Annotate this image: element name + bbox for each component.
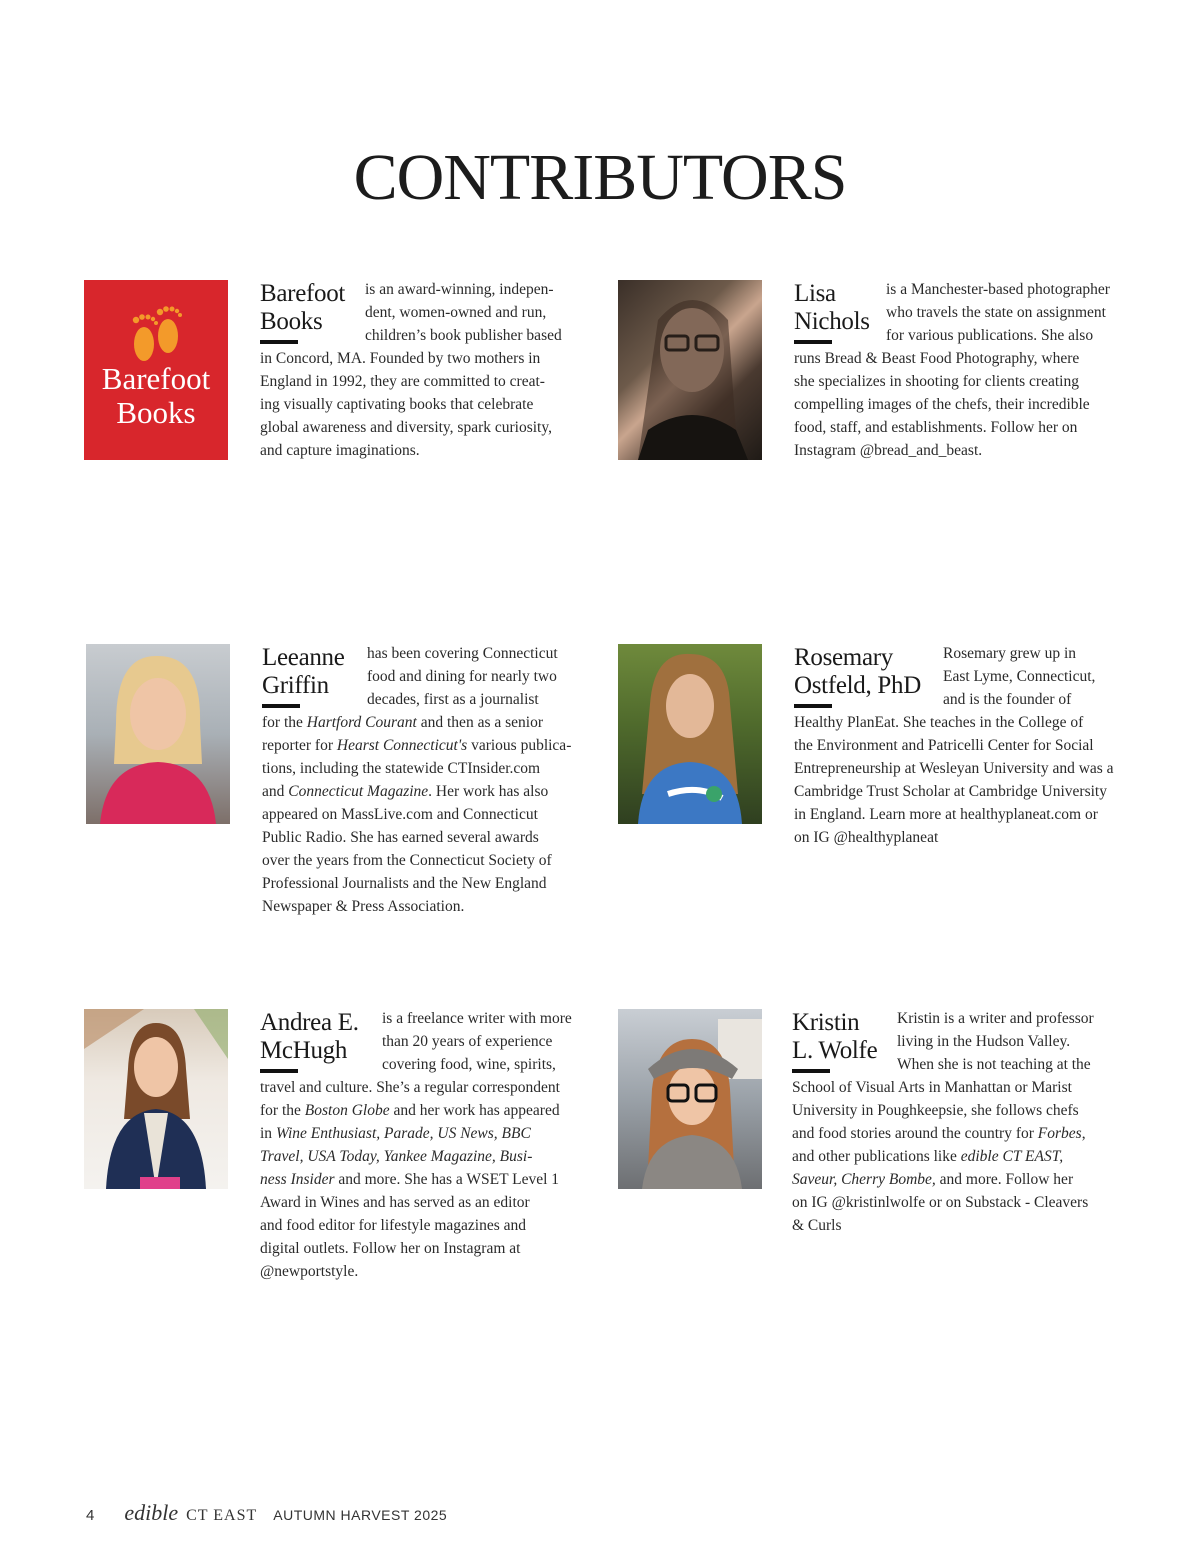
publication-title: Hearst Connecticut's [336, 737, 468, 754]
bio-line: Cambridge Trust Scholar at Cambridge University [794, 783, 1107, 800]
publication-title: edible CT EAST, [960, 1148, 1064, 1165]
bio-line: children’s book publisher based [365, 327, 562, 344]
bio-line: is a freelance writer with more [382, 1010, 572, 1027]
name-line: Books [260, 308, 323, 335]
bio-line: for various publications. She also [886, 327, 1094, 344]
bio-line: compelling images of the chefs, their incredible [794, 396, 1090, 413]
bio-line: School of Visual Arts in Manhattan or Marist [792, 1079, 1072, 1096]
bio-line: appeared on MassLive.com and Connecticut [262, 806, 538, 823]
bio-line: dent, women-owned and run, [365, 304, 547, 321]
publication-title: Wine Enthusiast, Parade, US News, BBC [275, 1125, 531, 1142]
bio-line: food and dining for nearly two [367, 668, 557, 685]
bio-line: and other publications like edible CT EAST, [792, 1148, 1064, 1165]
publication-title: Saveur, Cherry Bombe, [792, 1171, 936, 1188]
bio-line: and is the founder of [943, 691, 1072, 708]
contributor-bio [794, 642, 1114, 849]
contributor-card [618, 280, 1153, 600]
publication-title: Travel, USA Today, Yankee Magazine, Busi- [260, 1148, 533, 1165]
name-line: Lisa [794, 280, 836, 307]
bio-line: Award in Wines and has served as an editor [260, 1194, 530, 1211]
name-line: L. Wolfe [792, 1037, 878, 1064]
bio-line: the Environment and Patricelli Center for Social [794, 737, 1094, 754]
bio-line: is a Manchester-based photographer [886, 281, 1110, 298]
contributor-card [86, 644, 621, 964]
bio-line: Newspaper & Press Association. [262, 898, 465, 915]
portrait-icon [84, 1009, 228, 1189]
contributor-card [84, 1009, 619, 1329]
contributor-bio [260, 1007, 572, 1283]
contributor-bio [794, 278, 1110, 462]
publication-title: Boston Globe [304, 1102, 390, 1119]
portrait-photo [86, 644, 230, 824]
bio-line: @newportstyle. [260, 1263, 359, 1280]
bio-line: England in 1992, they are committed to creat- [260, 373, 545, 390]
bio-line: Instagram @bread_and_beast. [794, 442, 983, 459]
contributor-card [84, 280, 619, 600]
issue-label: AUTUMN HARVEST 2025 [273, 1507, 448, 1523]
publication-title: ness Insider [260, 1171, 335, 1188]
brand-region: CT EAST [186, 1507, 258, 1524]
portrait-icon [618, 1009, 762, 1189]
portrait-photo [84, 1009, 228, 1189]
bio-line: than 20 years of experience [382, 1033, 553, 1050]
bio-line: Public Radio. She has earned several awards [262, 829, 539, 846]
portrait-icon [618, 280, 762, 460]
portrait-icon [618, 644, 762, 824]
bio-line: Kristin is a writer and professor [897, 1010, 1094, 1027]
publication-title: Forbes [1037, 1125, 1082, 1142]
name-line: Andrea E. [260, 1009, 359, 1036]
contributor-bio [260, 278, 562, 462]
bio-line: food, staff, and establishments. Follow her on [794, 419, 1078, 436]
bio-line: who travels the state on assignment [886, 304, 1106, 321]
bio-line: on IG @kristinlwolfe or on Substack - Cleavers [792, 1194, 1089, 1211]
publication-title: Hartford Courant [306, 714, 417, 731]
bio-line: she specializes in shooting for clients creating [794, 373, 1079, 390]
bio-line: in England. Learn more at healthyplaneat.com or [794, 806, 1098, 823]
page-number: 4 [86, 1507, 95, 1524]
portrait-icon [86, 644, 230, 824]
bio-line: and Connecticut Magazine. Her work has also [262, 783, 549, 800]
name-line: Leeanne [262, 644, 345, 671]
bio-line: Rosemary grew up in [943, 645, 1077, 662]
name-line: McHugh [260, 1037, 348, 1064]
bio-line: East Lyme, Connecticut, [943, 668, 1096, 685]
bio-line [260, 1145, 572, 1168]
bio-line: in Wine Enthusiast, Parade, US News, BBC [260, 1125, 531, 1142]
page-title: CONTRIBUTORS [353, 141, 847, 214]
publication-title: Connecticut Magazine [288, 783, 429, 800]
bio-line: living in the Hudson Valley. [897, 1033, 1071, 1050]
bio-line: is an award-winning, indepen- [365, 281, 554, 298]
bio-line: covering food, wine, spirits, [382, 1056, 556, 1073]
contributor-bio [262, 642, 571, 918]
contributor-card [618, 644, 1153, 964]
bio-line: tions, including the statewide CTInsider.com [262, 760, 541, 777]
bio-line: has been covering Connecticut [367, 645, 558, 662]
brand-edible: edible [124, 1500, 179, 1525]
portrait-photo [618, 280, 762, 460]
name-line: Barefoot [260, 280, 346, 307]
logo-text-line: Barefoot [101, 361, 211, 396]
bio-line: Saveur, Cherry Bombe, and more. Follow her [792, 1171, 1074, 1188]
bio-line: Professional Journalists and the New England [262, 875, 547, 892]
bio-line: in Concord, MA. Founded by two mothers in [260, 350, 541, 367]
bio-line: digital outlets. Follow her on Instagram at [260, 1240, 521, 1257]
name-line: Griffin [262, 672, 329, 699]
bio-line: ness Insider and more. She has a WSET Level 1 [260, 1171, 560, 1188]
bio-line: over the years from the Connecticut Society of [262, 852, 552, 869]
bio-line: & Curls [792, 1217, 842, 1234]
bio-line: Healthy PlanEat. She teaches in the College of [794, 714, 1084, 731]
bio-line: for the Boston Globe and her work has appeared [260, 1102, 560, 1119]
bio-line: and food editor for lifestyle magazines and [260, 1217, 526, 1234]
bio-line: runs Bread & Beast Food Photography, where [794, 350, 1080, 367]
bio-line: travel and culture. She’s a regular correspondent [260, 1079, 560, 1096]
bio-line: ing visually captivating books that celebrate [260, 396, 534, 413]
bio-line: and food stories around the country for Forbes, [792, 1125, 1086, 1142]
bio-line: Entrepreneurship at Wesleyan University and was a [794, 760, 1114, 777]
bio-line: University in Poughkeepsie, she follows chefs [792, 1102, 1079, 1119]
portrait-photo [618, 1009, 762, 1189]
logo-text-line: Books [116, 395, 196, 430]
bio-line: reporter for Hearst Connecticut's various publica- [262, 737, 572, 754]
bio-line: decades, first as a journalist [367, 691, 539, 708]
contributor-bio [792, 1007, 1094, 1237]
name-line: Rosemary [794, 644, 893, 671]
bio-line: global awareness and diversity, spark curiosity, [260, 419, 552, 436]
bio-line: for the Hartford Courant and then as a senior [262, 714, 543, 731]
contributor-card [618, 1009, 1153, 1329]
portrait-photo [618, 644, 762, 824]
bio-line: and capture imaginations. [260, 442, 420, 459]
name-line: Ostfeld, PhD [794, 672, 921, 699]
page-footer [86, 1500, 447, 1526]
name-line: Kristin [792, 1009, 860, 1036]
bio-line: on IG @healthyplaneat [794, 829, 939, 846]
name-line: Nichols [794, 308, 870, 335]
barefoot-books-logo [84, 280, 228, 460]
bio-line: When she is not teaching at the [897, 1056, 1091, 1073]
